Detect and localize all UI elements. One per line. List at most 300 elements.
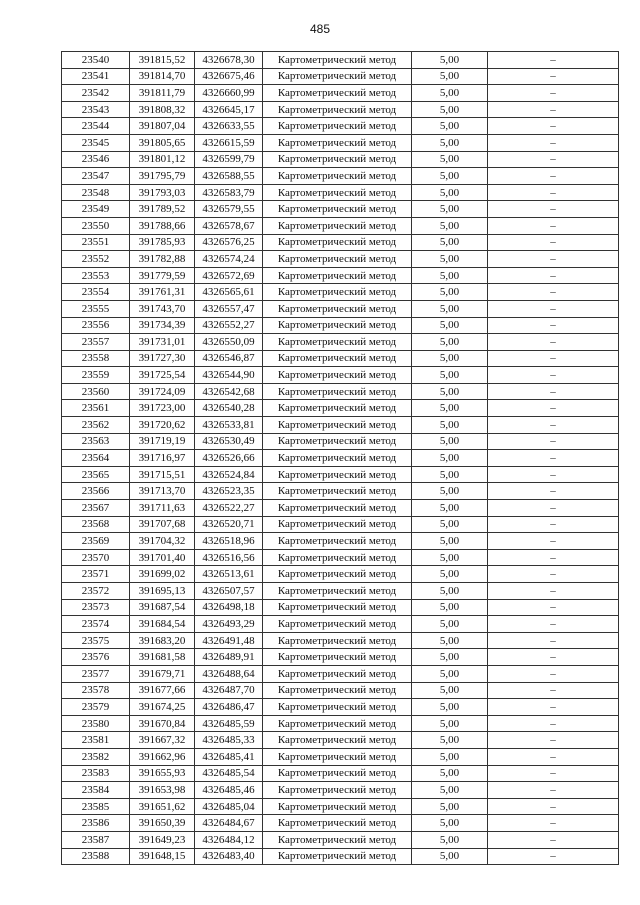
error-cell: 5,00: [412, 632, 488, 649]
x-coordinate-cell: 391801,12: [130, 151, 195, 168]
method-cell: Картометрический метод: [263, 450, 412, 467]
description-cell: –: [488, 665, 619, 682]
x-coordinate-cell: 391743,70: [130, 300, 195, 317]
point-number-cell: 23551: [62, 234, 130, 251]
table-row: [62, 782, 619, 799]
method-cell: Картометрический метод: [263, 433, 412, 450]
x-coordinate-cell: 391723,00: [130, 400, 195, 417]
y-coordinate-cell: 4326579,55: [195, 201, 263, 218]
error-cell: 5,00: [412, 267, 488, 284]
y-coordinate-cell: 4326633,55: [195, 118, 263, 135]
x-coordinate-cell: 391793,03: [130, 184, 195, 201]
table-row: [62, 682, 619, 699]
point-number-cell: 23577: [62, 665, 130, 682]
error-cell: 5,00: [412, 68, 488, 85]
table-row: [62, 234, 619, 251]
error-cell: 5,00: [412, 101, 488, 118]
y-coordinate-cell: 4326489,91: [195, 649, 263, 666]
table-row: [62, 367, 619, 384]
x-coordinate-cell: 391716,97: [130, 450, 195, 467]
table-row: [62, 118, 619, 135]
table-row: [62, 583, 619, 600]
description-cell: –: [488, 798, 619, 815]
error-cell: 5,00: [412, 334, 488, 351]
method-cell: Картометрический метод: [263, 118, 412, 135]
description-cell: –: [488, 848, 619, 865]
point-number-cell: 23561: [62, 400, 130, 417]
error-cell: 5,00: [412, 201, 488, 218]
method-cell: Картометрический метод: [263, 134, 412, 151]
x-coordinate-cell: 391785,93: [130, 234, 195, 251]
description-cell: –: [488, 549, 619, 566]
y-coordinate-cell: 4326486,47: [195, 699, 263, 716]
error-cell: 5,00: [412, 450, 488, 467]
error-cell: 5,00: [412, 765, 488, 782]
method-cell: Картометрический метод: [263, 466, 412, 483]
y-coordinate-cell: 4326550,09: [195, 334, 263, 351]
point-number-cell: 23573: [62, 599, 130, 616]
y-coordinate-cell: 4326488,64: [195, 665, 263, 682]
table-row: [62, 732, 619, 749]
point-number-cell: 23552: [62, 251, 130, 268]
y-coordinate-cell: 4326660,99: [195, 85, 263, 102]
error-cell: 5,00: [412, 400, 488, 417]
method-cell: Картометрический метод: [263, 699, 412, 716]
point-number-cell: 23575: [62, 632, 130, 649]
x-coordinate-cell: 391788,66: [130, 217, 195, 234]
x-coordinate-cell: 391719,19: [130, 433, 195, 450]
table-row: [62, 101, 619, 118]
error-cell: 5,00: [412, 184, 488, 201]
x-coordinate-cell: 391731,01: [130, 334, 195, 351]
x-coordinate-cell: 391681,58: [130, 649, 195, 666]
y-coordinate-cell: 4326485,33: [195, 732, 263, 749]
point-number-cell: 23586: [62, 815, 130, 832]
method-cell: Картометрический метод: [263, 350, 412, 367]
error-cell: 5,00: [412, 549, 488, 566]
x-coordinate-cell: 391701,40: [130, 549, 195, 566]
description-cell: –: [488, 118, 619, 135]
table-row: [62, 649, 619, 666]
point-number-cell: 23570: [62, 549, 130, 566]
method-cell: Картометрический метод: [263, 732, 412, 749]
table-row: [62, 217, 619, 234]
method-cell: Картометрический метод: [263, 267, 412, 284]
description-cell: –: [488, 168, 619, 185]
y-coordinate-cell: 4326493,29: [195, 616, 263, 633]
x-coordinate-cell: 391674,25: [130, 699, 195, 716]
point-number-cell: 23562: [62, 417, 130, 434]
error-cell: 5,00: [412, 566, 488, 583]
method-cell: Картометрический метод: [263, 649, 412, 666]
description-cell: –: [488, 715, 619, 732]
error-cell: 5,00: [412, 234, 488, 251]
error-cell: 5,00: [412, 649, 488, 666]
error-cell: 5,00: [412, 168, 488, 185]
table-row: [62, 748, 619, 765]
table-row: [62, 632, 619, 649]
method-cell: Картометрический метод: [263, 748, 412, 765]
table-row: [62, 533, 619, 550]
table-row: [62, 317, 619, 334]
x-coordinate-cell: 391653,98: [130, 782, 195, 799]
x-coordinate-cell: 391667,32: [130, 732, 195, 749]
y-coordinate-cell: 4326678,30: [195, 52, 263, 69]
x-coordinate-cell: 391727,30: [130, 350, 195, 367]
table-row: [62, 168, 619, 185]
y-coordinate-cell: 4326522,27: [195, 500, 263, 517]
error-cell: 5,00: [412, 500, 488, 517]
x-coordinate-cell: 391650,39: [130, 815, 195, 832]
point-number-cell: 23565: [62, 466, 130, 483]
point-number-cell: 23555: [62, 300, 130, 317]
error-cell: 5,00: [412, 300, 488, 317]
method-cell: Картометрический метод: [263, 483, 412, 500]
method-cell: Картометрический метод: [263, 665, 412, 682]
x-coordinate-cell: 391815,52: [130, 52, 195, 69]
error-cell: 5,00: [412, 466, 488, 483]
description-cell: –: [488, 350, 619, 367]
description-cell: –: [488, 267, 619, 284]
description-cell: –: [488, 815, 619, 832]
error-cell: 5,00: [412, 665, 488, 682]
y-coordinate-cell: 4326507,57: [195, 583, 263, 600]
point-number-cell: 23579: [62, 699, 130, 716]
description-cell: –: [488, 649, 619, 666]
error-cell: 5,00: [412, 483, 488, 500]
method-cell: Картометрический метод: [263, 516, 412, 533]
description-cell: –: [488, 450, 619, 467]
error-cell: 5,00: [412, 616, 488, 633]
point-number-cell: 23588: [62, 848, 130, 865]
y-coordinate-cell: 4326498,18: [195, 599, 263, 616]
x-coordinate-cell: 391651,62: [130, 798, 195, 815]
description-cell: –: [488, 782, 619, 799]
point-number-cell: 23559: [62, 367, 130, 384]
y-coordinate-cell: 4326578,67: [195, 217, 263, 234]
point-number-cell: 23547: [62, 168, 130, 185]
point-number-cell: 23578: [62, 682, 130, 699]
table-row: [62, 400, 619, 417]
y-coordinate-cell: 4326645,17: [195, 101, 263, 118]
table-row: [62, 334, 619, 351]
method-cell: Картометрический метод: [263, 383, 412, 400]
table-row: [62, 566, 619, 583]
error-cell: 5,00: [412, 284, 488, 301]
method-cell: Картометрический метод: [263, 85, 412, 102]
table-row: [62, 665, 619, 682]
table-row: [62, 715, 619, 732]
table-row: [62, 599, 619, 616]
x-coordinate-cell: 391713,70: [130, 483, 195, 500]
description-cell: –: [488, 184, 619, 201]
error-cell: 5,00: [412, 367, 488, 384]
description-cell: –: [488, 234, 619, 251]
point-number-cell: 23549: [62, 201, 130, 218]
table-row: [62, 284, 619, 301]
x-coordinate-cell: 391795,79: [130, 168, 195, 185]
point-number-cell: 23574: [62, 616, 130, 633]
method-cell: Картометрический метод: [263, 400, 412, 417]
y-coordinate-cell: 4326523,35: [195, 483, 263, 500]
method-cell: Картометрический метод: [263, 798, 412, 815]
x-coordinate-cell: 391808,32: [130, 101, 195, 118]
y-coordinate-cell: 4326484,12: [195, 831, 263, 848]
y-coordinate-cell: 4326565,61: [195, 284, 263, 301]
x-coordinate-cell: 391724,09: [130, 383, 195, 400]
method-cell: Картометрический метод: [263, 715, 412, 732]
table-row: [62, 831, 619, 848]
description-cell: –: [488, 533, 619, 550]
description-cell: –: [488, 217, 619, 234]
method-cell: Картометрический метод: [263, 616, 412, 633]
method-cell: Картометрический метод: [263, 300, 412, 317]
y-coordinate-cell: 4326542,68: [195, 383, 263, 400]
x-coordinate-cell: 391805,65: [130, 134, 195, 151]
description-cell: –: [488, 466, 619, 483]
point-number-cell: 23576: [62, 649, 130, 666]
point-number-cell: 23540: [62, 52, 130, 69]
point-number-cell: 23584: [62, 782, 130, 799]
point-number-cell: 23580: [62, 715, 130, 732]
point-number-cell: 23546: [62, 151, 130, 168]
point-number-cell: 23564: [62, 450, 130, 467]
error-cell: 5,00: [412, 350, 488, 367]
x-coordinate-cell: 391677,66: [130, 682, 195, 699]
error-cell: 5,00: [412, 815, 488, 832]
y-coordinate-cell: 4326557,47: [195, 300, 263, 317]
point-number-cell: 23566: [62, 483, 130, 500]
x-coordinate-cell: 391679,71: [130, 665, 195, 682]
description-cell: –: [488, 317, 619, 334]
x-coordinate-cell: 391711,63: [130, 500, 195, 517]
point-number-cell: 23553: [62, 267, 130, 284]
error-cell: 5,00: [412, 533, 488, 550]
error-cell: 5,00: [412, 831, 488, 848]
description-cell: –: [488, 632, 619, 649]
error-cell: 5,00: [412, 682, 488, 699]
method-cell: Картометрический метод: [263, 217, 412, 234]
error-cell: 5,00: [412, 433, 488, 450]
y-coordinate-cell: 4326533,81: [195, 417, 263, 434]
error-cell: 5,00: [412, 583, 488, 600]
y-coordinate-cell: 4326544,90: [195, 367, 263, 384]
error-cell: 5,00: [412, 251, 488, 268]
method-cell: Картометрический метод: [263, 566, 412, 583]
y-coordinate-cell: 4326513,61: [195, 566, 263, 583]
y-coordinate-cell: 4326526,66: [195, 450, 263, 467]
description-cell: –: [488, 583, 619, 600]
table-row: [62, 516, 619, 533]
method-cell: Картометрический метод: [263, 599, 412, 616]
y-coordinate-cell: 4326484,67: [195, 815, 263, 832]
y-coordinate-cell: 4326583,79: [195, 184, 263, 201]
x-coordinate-cell: 391684,54: [130, 616, 195, 633]
error-cell: 5,00: [412, 732, 488, 749]
error-cell: 5,00: [412, 748, 488, 765]
table-row: [62, 500, 619, 517]
y-coordinate-cell: 4326576,25: [195, 234, 263, 251]
y-coordinate-cell: 4326574,24: [195, 251, 263, 268]
table-row: [62, 300, 619, 317]
description-cell: –: [488, 134, 619, 151]
error-cell: 5,00: [412, 798, 488, 815]
y-coordinate-cell: 4326483,40: [195, 848, 263, 865]
table-row: [62, 798, 619, 815]
error-cell: 5,00: [412, 417, 488, 434]
point-number-cell: 23567: [62, 500, 130, 517]
table-row: [62, 134, 619, 151]
y-coordinate-cell: 4326485,54: [195, 765, 263, 782]
table-row: [62, 417, 619, 434]
x-coordinate-cell: 391662,96: [130, 748, 195, 765]
description-cell: –: [488, 732, 619, 749]
point-number-cell: 23556: [62, 317, 130, 334]
x-coordinate-cell: 391734,39: [130, 317, 195, 334]
method-cell: Картометрический метод: [263, 151, 412, 168]
x-coordinate-cell: 391699,02: [130, 566, 195, 583]
error-cell: 5,00: [412, 715, 488, 732]
error-cell: 5,00: [412, 134, 488, 151]
point-number-cell: 23585: [62, 798, 130, 815]
method-cell: Картометрический метод: [263, 417, 412, 434]
point-number-cell: 23560: [62, 383, 130, 400]
error-cell: 5,00: [412, 383, 488, 400]
description-cell: –: [488, 483, 619, 500]
description-cell: –: [488, 383, 619, 400]
description-cell: –: [488, 101, 619, 118]
description-cell: –: [488, 566, 619, 583]
point-number-cell: 23572: [62, 583, 130, 600]
method-cell: Картометрический метод: [263, 284, 412, 301]
error-cell: 5,00: [412, 85, 488, 102]
x-coordinate-cell: 391670,84: [130, 715, 195, 732]
x-coordinate-cell: 391687,54: [130, 599, 195, 616]
method-cell: Картометрический метод: [263, 184, 412, 201]
table-row: [62, 616, 619, 633]
x-coordinate-cell: 391782,88: [130, 251, 195, 268]
point-number-cell: 23550: [62, 217, 130, 234]
description-cell: –: [488, 831, 619, 848]
table-row: [62, 184, 619, 201]
y-coordinate-cell: 4326518,96: [195, 533, 263, 550]
x-coordinate-cell: 391761,31: [130, 284, 195, 301]
table-row: [62, 251, 619, 268]
description-cell: –: [488, 516, 619, 533]
method-cell: Картометрический метод: [263, 367, 412, 384]
method-cell: Картометрический метод: [263, 251, 412, 268]
method-cell: Картометрический метод: [263, 682, 412, 699]
y-coordinate-cell: 4326520,71: [195, 516, 263, 533]
description-cell: –: [488, 682, 619, 699]
y-coordinate-cell: 4326540,28: [195, 400, 263, 417]
point-number-cell: 23544: [62, 118, 130, 135]
method-cell: Картометрический метод: [263, 632, 412, 649]
x-coordinate-cell: 391814,70: [130, 68, 195, 85]
table-row: [62, 699, 619, 716]
description-cell: –: [488, 616, 619, 633]
y-coordinate-cell: 4326485,41: [195, 748, 263, 765]
point-number-cell: 23583: [62, 765, 130, 782]
description-cell: –: [488, 68, 619, 85]
coordinates-table-body: [62, 52, 619, 865]
x-coordinate-cell: 391695,13: [130, 583, 195, 600]
table-row: [62, 466, 619, 483]
x-coordinate-cell: 391807,04: [130, 118, 195, 135]
table-row: [62, 383, 619, 400]
y-coordinate-cell: 4326524,84: [195, 466, 263, 483]
y-coordinate-cell: 4326552,27: [195, 317, 263, 334]
error-cell: 5,00: [412, 516, 488, 533]
method-cell: Картометрический метод: [263, 334, 412, 351]
method-cell: Картометрический метод: [263, 101, 412, 118]
y-coordinate-cell: 4326599,79: [195, 151, 263, 168]
method-cell: Картометрический метод: [263, 500, 412, 517]
description-cell: –: [488, 500, 619, 517]
x-coordinate-cell: 391683,20: [130, 632, 195, 649]
description-cell: –: [488, 251, 619, 268]
point-number-cell: 23548: [62, 184, 130, 201]
method-cell: Картометрический метод: [263, 831, 412, 848]
point-number-cell: 23545: [62, 134, 130, 151]
point-number-cell: 23558: [62, 350, 130, 367]
page-number: 485: [309, 22, 331, 36]
y-coordinate-cell: 4326675,46: [195, 68, 263, 85]
method-cell: Картометрический метод: [263, 549, 412, 566]
point-number-cell: 23541: [62, 68, 130, 85]
x-coordinate-cell: 391704,32: [130, 533, 195, 550]
point-number-cell: 23569: [62, 533, 130, 550]
x-coordinate-cell: 391655,93: [130, 765, 195, 782]
point-number-cell: 23571: [62, 566, 130, 583]
table-row: [62, 267, 619, 284]
method-cell: Картометрический метод: [263, 201, 412, 218]
error-cell: 5,00: [412, 217, 488, 234]
y-coordinate-cell: 4326485,59: [195, 715, 263, 732]
table-row: [62, 85, 619, 102]
point-number-cell: 23543: [62, 101, 130, 118]
point-number-cell: 23582: [62, 748, 130, 765]
method-cell: Картометрический метод: [263, 765, 412, 782]
table-row: [62, 433, 619, 450]
point-number-cell: 23563: [62, 433, 130, 450]
error-cell: 5,00: [412, 118, 488, 135]
y-coordinate-cell: 4326516,56: [195, 549, 263, 566]
description-cell: –: [488, 367, 619, 384]
y-coordinate-cell: 4326588,55: [195, 168, 263, 185]
method-cell: Картометрический метод: [263, 234, 412, 251]
description-cell: –: [488, 599, 619, 616]
y-coordinate-cell: 4326491,48: [195, 632, 263, 649]
error-cell: 5,00: [412, 848, 488, 865]
coordinates-table: [61, 51, 619, 865]
method-cell: Картометрический метод: [263, 52, 412, 69]
table-row: [62, 450, 619, 467]
table-row: [62, 815, 619, 832]
method-cell: Картометрический метод: [263, 848, 412, 865]
description-cell: –: [488, 433, 619, 450]
error-cell: 5,00: [412, 52, 488, 69]
error-cell: 5,00: [412, 317, 488, 334]
point-number-cell: 23581: [62, 732, 130, 749]
x-coordinate-cell: 391725,54: [130, 367, 195, 384]
method-cell: Картометрический метод: [263, 815, 412, 832]
error-cell: 5,00: [412, 151, 488, 168]
point-number-cell: 23554: [62, 284, 130, 301]
y-coordinate-cell: 4326615,59: [195, 134, 263, 151]
description-cell: –: [488, 699, 619, 716]
x-coordinate-cell: 391789,52: [130, 201, 195, 218]
